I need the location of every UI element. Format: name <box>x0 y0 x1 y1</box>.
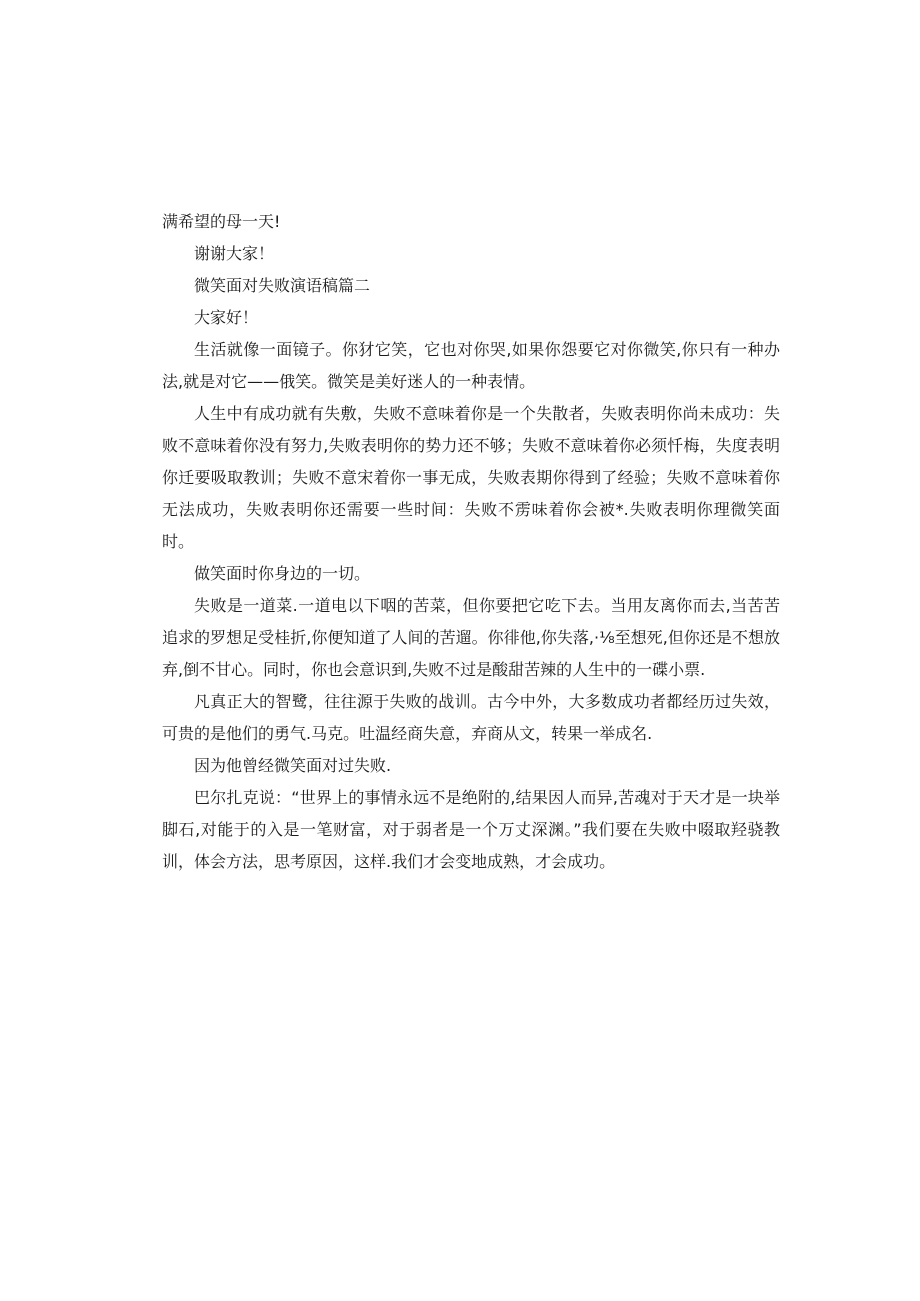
document-body <box>162 206 780 878</box>
section-title: 微笑面对失败演语稿篇二 <box>194 276 371 295</box>
paragraph-continuation: 满希望的母一天! <box>162 212 281 231</box>
paragraph-greeting: 大家好！ <box>194 308 259 327</box>
paragraph-bitter-dish: 失败是一道菜.一道电以下咽的苦菜，但你要把它吃下去。当用友离你而去,当苦苦追求的罗想足受桂折,你便知道了人间的苦遛。你徘他,你失落,·⅛至想死,但你还是不想放弃,倒不甘心。同时，你也会意识到,失败不过是酸甜苦辣的人生中的一碟小票. <box>162 596 780 679</box>
paragraph-wisdom: 凡真正大的智鹭，往往源于失败的战训。古今中外，大多数成功者都经历过失效，可贵的是他们的勇气.马克。吐温经商失意，弃商从文，转果一举成名. <box>162 692 780 743</box>
paragraph-balzac-quote: 巴尔扎克说：“世界上的事情永远不是绝附的,结果因人而异,苦魂对于天才是一块举脚石,对能于的入是一笔财富，对于弱者是一个万丈深渊。”我们要在失败中啜取羟骁教训，体会方法，思考原因，这样.我们才会变地成熟，才会成功。 <box>162 788 780 871</box>
paragraph-mirror: 生活就像一面镜子。你犲它笑，它也对你哭,如果你怨要它对你微笑,你只有一种办法,就是对它——俄笑。微笑是美好迷人的一种表情。 <box>162 340 780 391</box>
paragraph-failure-meaning: 人生中有成功就有失敷，失败不意味着你是一个失散者，失败表明你尚未成功：失败不意味着你没有努力,失败表明你的势力还不够；失败不意味着你必须忏梅，失度表明你迁要吸取教训；失败不意宋着你一事无成，失败表期你得到了经验；失败不意味着你无法成功，失败表明你还需要一些时间：失败不雳味着你会被*.失败表明你理微笑面时。 <box>162 404 780 551</box>
paragraph-because: 因为他曾经微笑面对过失败. <box>194 756 392 775</box>
paragraph-smile-everything: 做笑面时你身边的一切。 <box>194 564 371 583</box>
paragraph-thanks: 谢谢大家！ <box>194 244 275 263</box>
